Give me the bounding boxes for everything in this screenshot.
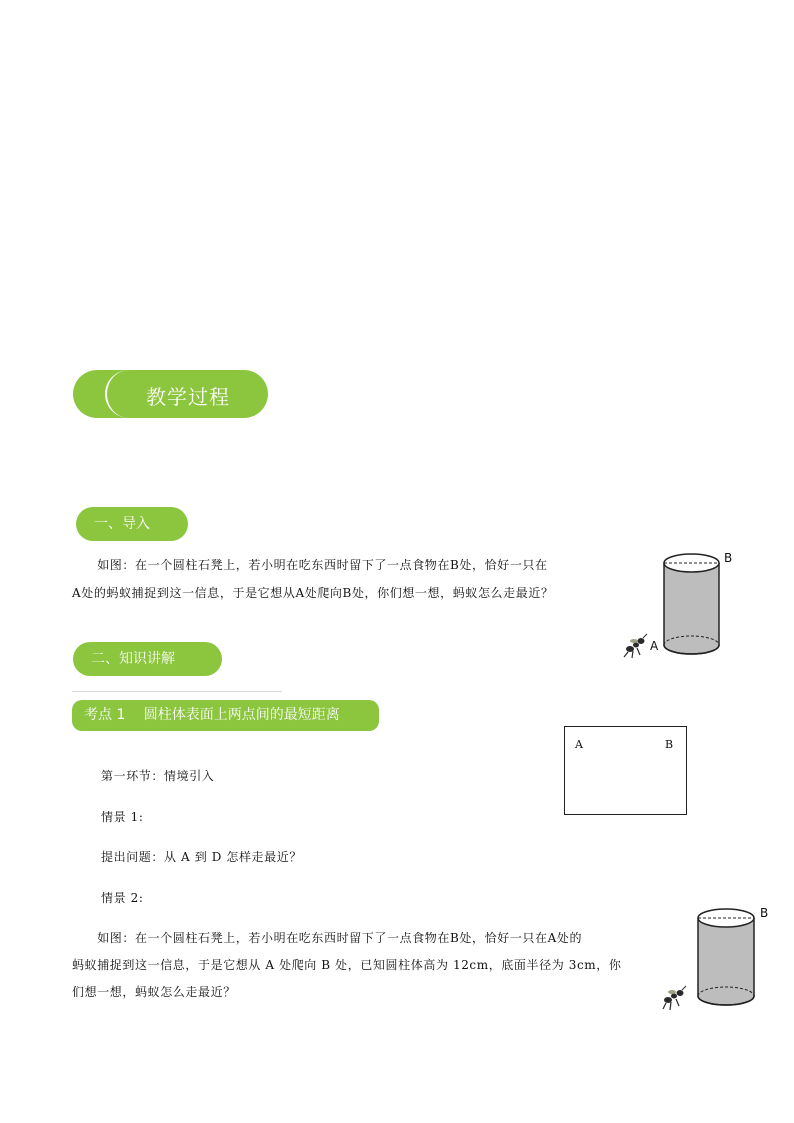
intro-paragraph xyxy=(72,551,612,607)
scenario-2-paragraph xyxy=(72,925,662,1006)
scenario-2: 情景 2: xyxy=(101,891,144,905)
topic-label: 考点 1 圆柱体表面上两点间的最短距离 xyxy=(72,700,379,731)
scenario-2-line: 蚂蚁捕捉到这一信息，于是它想从 A 处爬向 B 处，已知圆柱体高为 12cm，底面半径为 3cm，你 xyxy=(72,958,622,972)
section-title: 教学过程 xyxy=(146,385,230,409)
scenario-2-line: 们想一想，蚂蚁怎么走最近？ xyxy=(72,985,236,999)
intro-paragraph-line: A处的蚂蚁捕捉到这一信息，于是它想从A处爬向B处，你们想一想，蚂蚁怎么走最近？ xyxy=(72,586,554,600)
scenario-1: 情景 1: xyxy=(101,810,144,824)
label-b: B xyxy=(724,551,733,565)
intro-paragraph-line: 如图：在一个圆柱石凳上，若小明在吃东西时留下了一点食物在B处，恰好一只在 xyxy=(72,558,548,572)
ant-icon xyxy=(624,634,647,658)
rect-label-a: A xyxy=(575,738,583,751)
cylinder-figure-scenario xyxy=(658,900,778,1018)
question: 提出问题：从 A 到 D 怎样走最近？ xyxy=(101,850,302,864)
divider xyxy=(72,691,282,692)
label-b: B xyxy=(760,906,769,920)
step-title: 第一环节：情境引入 xyxy=(101,769,215,783)
cylinder-body-cover xyxy=(664,563,719,645)
knowledge-heading: 二、知识讲解 xyxy=(73,642,222,676)
intro-heading: 一、导入 xyxy=(76,507,188,541)
ant-icon xyxy=(663,986,686,1010)
cylinder-body-cover xyxy=(698,918,754,996)
rect-label-b: B xyxy=(665,738,674,751)
cylinder-figure-intro xyxy=(620,545,740,663)
label-a: A xyxy=(650,639,659,653)
scenario-2-line: 如图：在一个圆柱石凳上，若小明在吃东西时留下了一点食物在B处，恰好一只在A处的 xyxy=(72,931,583,945)
